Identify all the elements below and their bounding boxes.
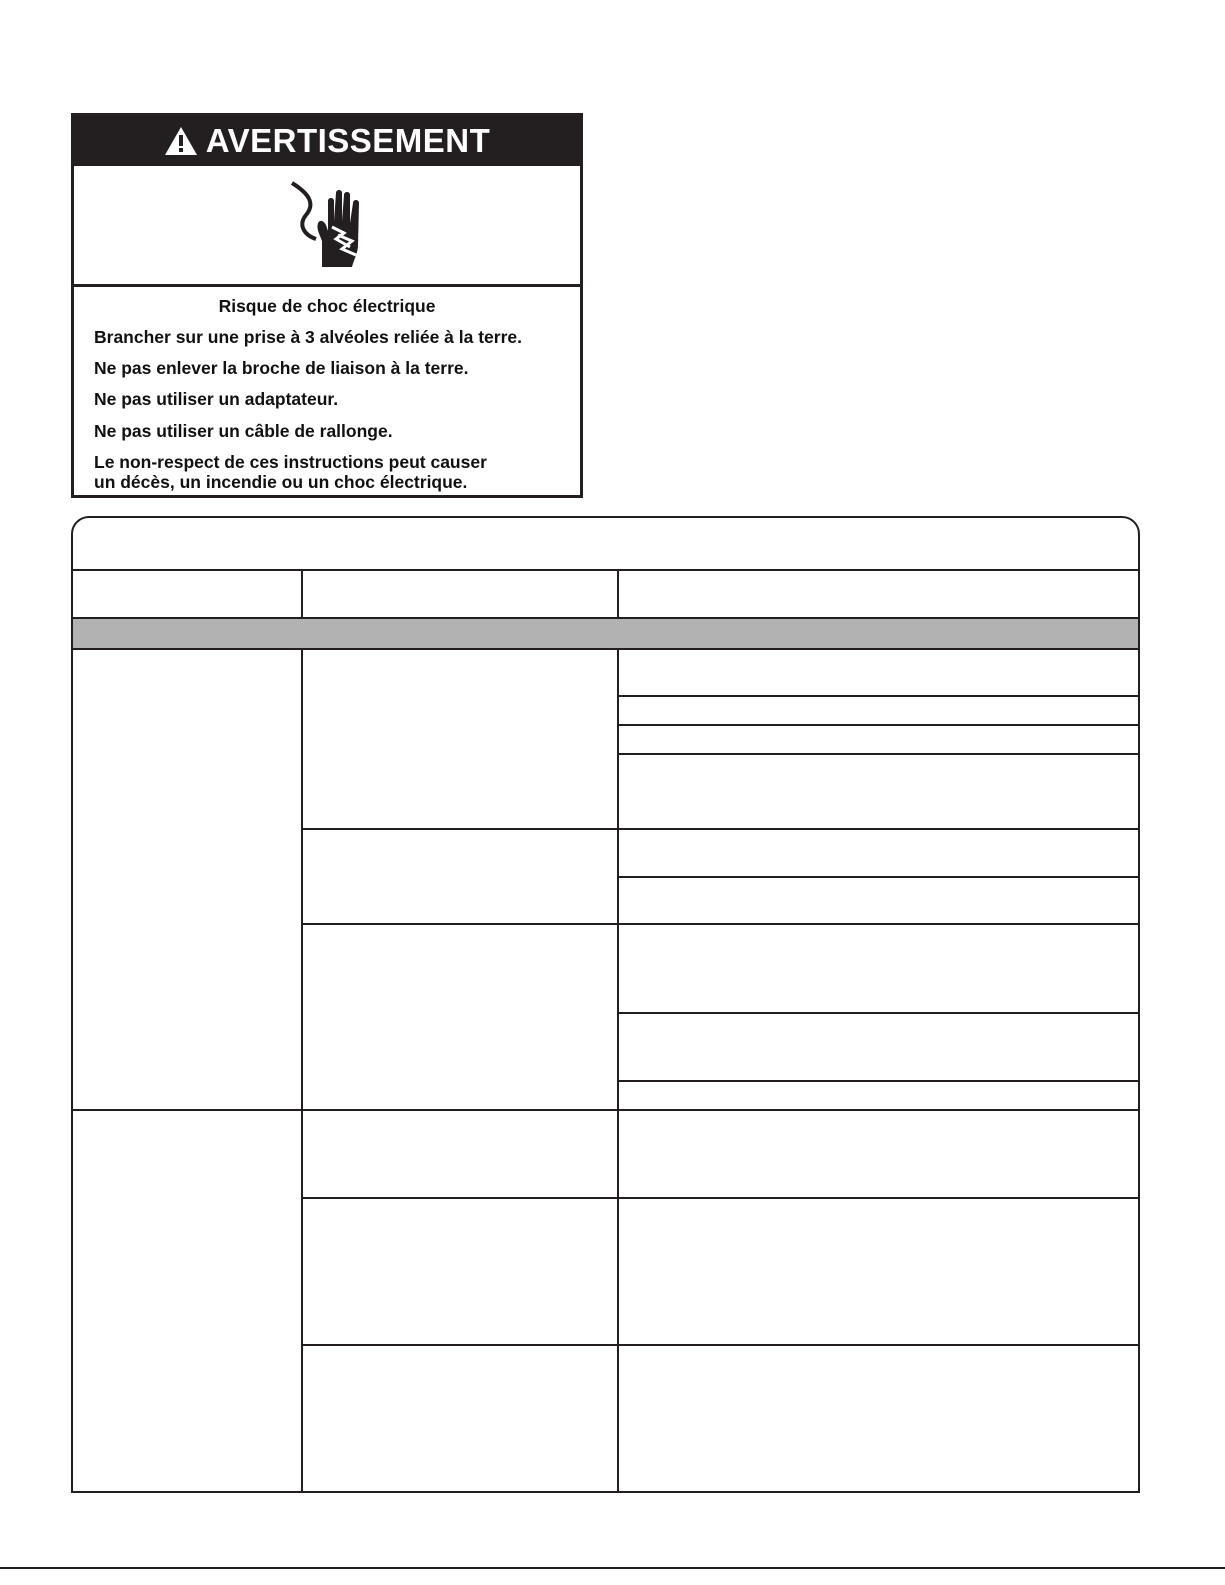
warning-line: Ne pas enlever la broche de liaison à la terre. (94, 358, 469, 378)
warning-box (71, 113, 583, 498)
table-row (73, 1109, 1138, 1111)
table-row (619, 695, 1138, 697)
table-row (619, 876, 1138, 878)
electric-shock-hand-icon (282, 179, 372, 271)
table-title-rule (73, 569, 1138, 571)
warning-header (74, 116, 580, 166)
warning-icon-panel (74, 166, 580, 287)
column-divider (301, 569, 303, 1491)
section-band (73, 619, 1138, 648)
section-band-rule (73, 648, 1138, 650)
warning-line: un décès, un incendie ou un choc électrique. (94, 472, 468, 492)
warning-triangle-icon (164, 126, 198, 156)
warning-line: Ne pas utiliser un adaptateur. (94, 389, 339, 409)
table-row (303, 1197, 1138, 1199)
warning-line: Brancher sur une prise à 3 alvéoles reliée à la terre. (94, 327, 523, 347)
warning-line: Le non-respect de ces instructions peut causer (94, 452, 487, 472)
warning-line: Ne pas utiliser un câble de rallonge. (94, 421, 393, 441)
page-bottom-rule (0, 1567, 1225, 1569)
troubleshooting-table (71, 516, 1140, 1493)
table-row (303, 923, 1138, 925)
warning-title: AVERTISSEMENT (205, 122, 491, 159)
table-row (619, 1012, 1138, 1014)
table-row (619, 1080, 1138, 1082)
warning-heading: Risque de choc électrique (218, 296, 436, 316)
warning-text (74, 287, 580, 495)
table-row (303, 828, 1138, 830)
table-row (619, 753, 1138, 755)
table-row (303, 1344, 1138, 1346)
table-row (619, 724, 1138, 726)
column-divider (617, 569, 619, 1491)
